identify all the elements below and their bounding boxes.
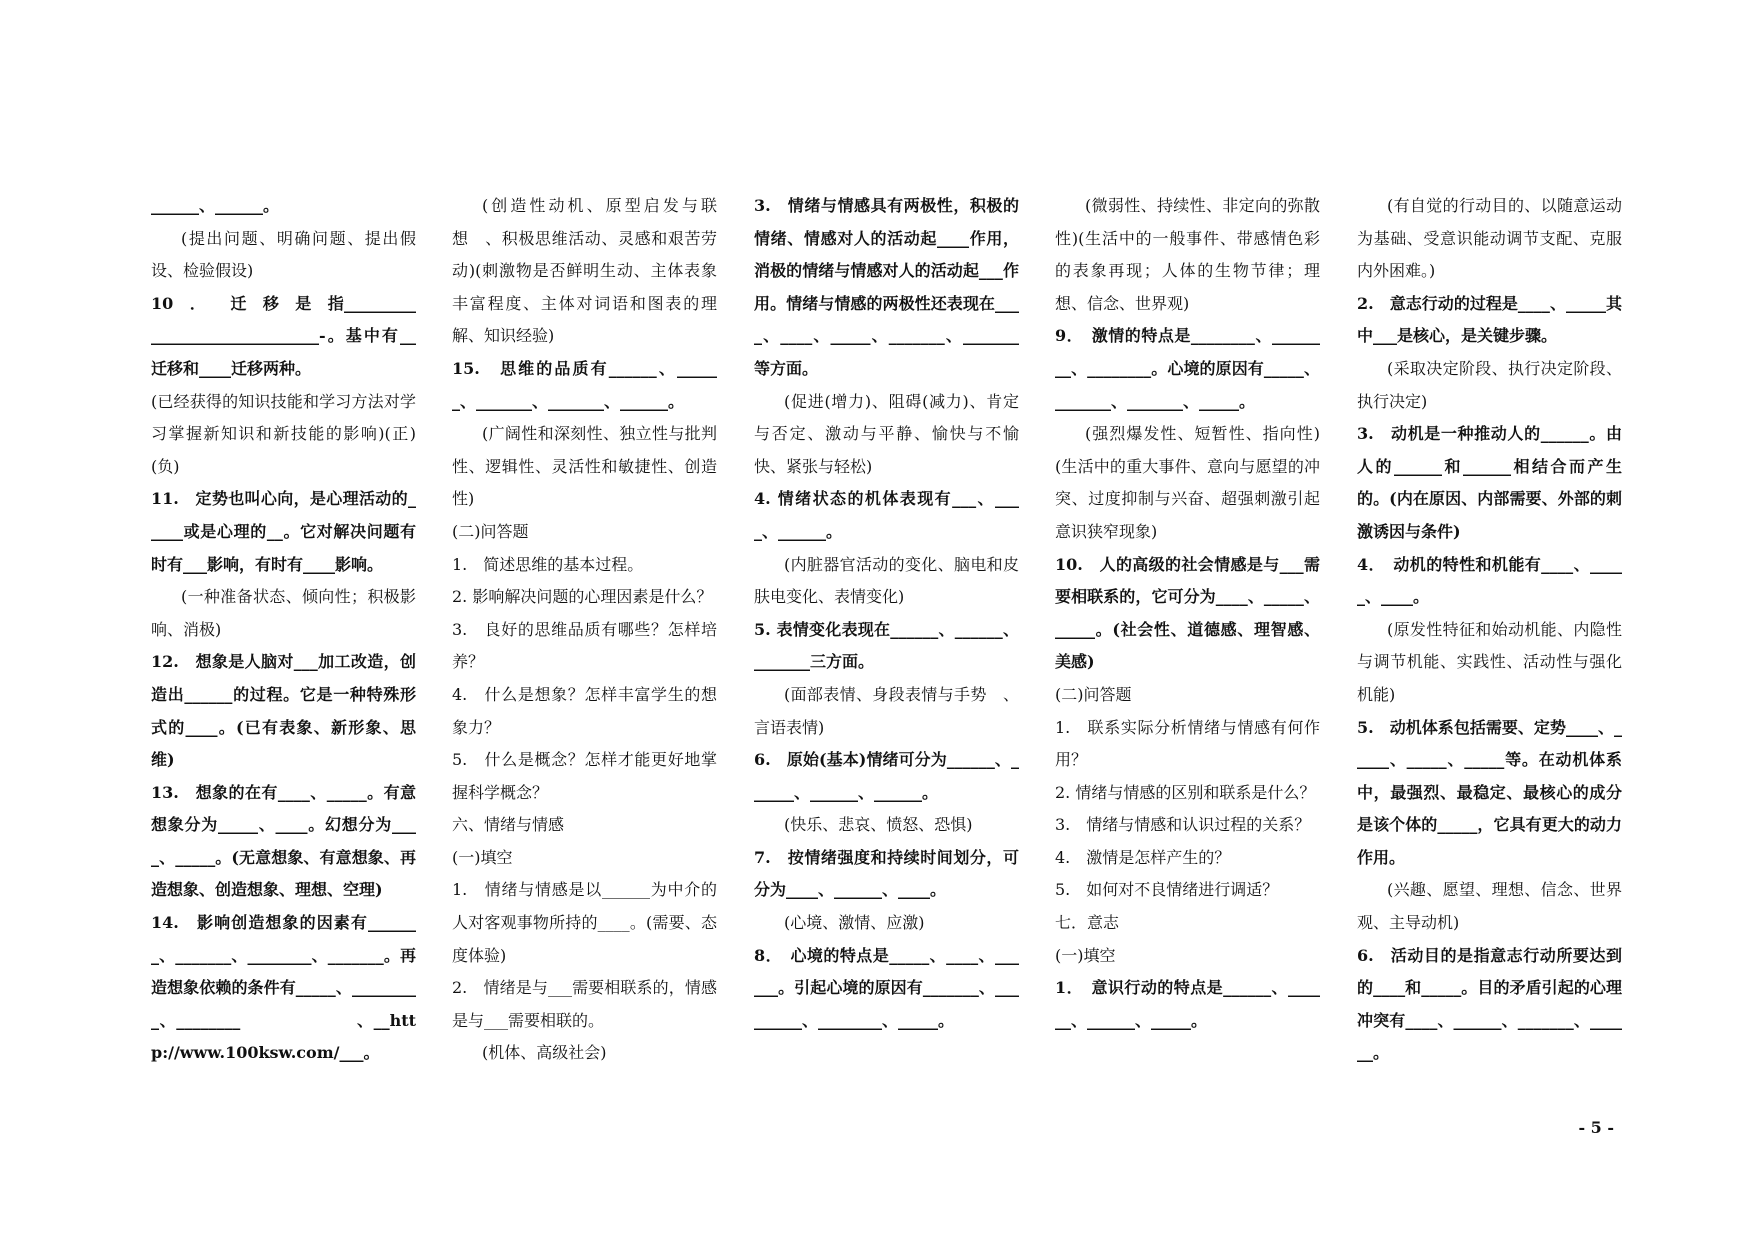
- paragraph: 10 ． 迁 移 是 指______________________________-。基中有__迁移和____迁移两种。: [151, 293, 416, 378]
- paragraph: (一)填空: [1055, 945, 1116, 965]
- paragraph: (二)问答题: [1055, 684, 1132, 704]
- paragraph: 8． 心境的特点是_____、____、______。引起心境的原因有_______、_________、________、_____。: [754, 945, 1019, 1030]
- paragraph: 3. 情绪与情感具有两极性，积极的情绪、情感对人的活动起____作用，消极的情绪与情感对人的活动起___作用。情绪与情感的两极性还表现在____、____、_____、_______、_______等方面。: [754, 196, 1019, 378]
- paragraph: 5. 表情变化表现在______、______、_______三方面。: [754, 619, 1019, 672]
- paragraph: 1． 意识行动的特点是______、______、______、_____。: [1055, 978, 1320, 1030]
- paragraph: 15. 思维的品质有______、______、_______、_______、______。: [452, 358, 717, 411]
- text-column-1: [151, 190, 416, 1070]
- paragraph: 1. 简述思维的基本过程。: [452, 554, 644, 574]
- paragraph: ______、______。: [151, 196, 280, 215]
- paragraph: 3. 良好的思维品质有哪些？怎样培养？: [452, 619, 717, 672]
- paragraph: 六、情绪与情感: [452, 815, 565, 835]
- paragraph: 9． 激情的特点是________、________、________。心境的原因有_____、_______、_______、_____。: [1055, 326, 1320, 411]
- paragraph: 4． 动机的特性和机能有____、_____、____。: [1357, 554, 1622, 607]
- paragraph: 七．意志: [1055, 913, 1120, 933]
- paragraph: (已经获得的知识技能和学习方法对学习掌握新知识和新技能的影响)(正)(负): [151, 391, 416, 476]
- page-number: - 5 -: [1578, 1118, 1614, 1137]
- paragraph: (内脏器官活动的变化、脑电和皮肤电变化、表情变化): [754, 554, 1019, 607]
- paragraph: 2. 意志行动的过程是____、_____其中___是核心，是关键步骤。: [1357, 293, 1622, 346]
- paragraph: (原发性特征和始动机能、内隐性与调节机能、实践性、活动性与强化机能): [1357, 619, 1622, 704]
- paragraph: 5. 动机体系包括需要、定势____、_____、_____、_____等。在动机体系中，最强烈、最稳定、最核心的成分是该个体的_____，它具有更大的动力作用。: [1357, 717, 1622, 867]
- paragraph: 4. 激情是怎样产生的？: [1055, 847, 1231, 867]
- paragraph: (二)问答题: [452, 521, 529, 541]
- paragraph: (一种准备状态、倾向性；积极影响、消极): [151, 587, 416, 639]
- text-column-5: [1357, 190, 1622, 1070]
- paragraph: 12. 想象是人脑对___加工改造，创造出______的过程。它是一种特殊形式的____。(已有表象、新形象、思维): [151, 652, 416, 770]
- paragraph: (兴趣、愿望、理想、信念、世界观、主导动机): [1357, 880, 1622, 933]
- paragraph: 4. 什么是想象？怎样丰富学生的想象力？: [452, 684, 717, 737]
- paragraph: 1. 联系实际分析情绪与情感有何作用？: [1055, 717, 1320, 770]
- paragraph: (机体、高级社会): [482, 1043, 607, 1063]
- paragraph: 7. 按情绪强度和持续时间划分，可分为____、______、____。: [754, 847, 1019, 900]
- paragraph: 6. 活动目的是指意志行动所要达到的____和_____。目的矛盾引起的心理冲突有____、______、_______、______。: [1357, 945, 1622, 1063]
- paragraph: (广阔性和深刻性、独立性与批判性、逻辑性、灵活性和敏捷性、创造性): [452, 424, 717, 509]
- text-column-4: [1055, 190, 1320, 1037]
- text-column-2: [452, 190, 717, 1070]
- paragraph: 6. 原始(基本)情绪可分为______、______、______、______。: [754, 750, 1019, 802]
- paragraph: (面部表情、身段表情与手势 、言语表情): [754, 684, 1019, 737]
- paragraph: 11. 定势也叫心向，是心理活动的_____或是心理的__。它对解决问题有时有___影响，有时有____影响。: [151, 489, 416, 574]
- paragraph: (提出问题、明确问题、提出假设、检验假设): [151, 228, 416, 281]
- paragraph: 14. 影响创造想象的因素有_______、_______、________、_______。再造想象依赖的条件有_____、_________、________ 、__http://www.100ksw.com/___。: [151, 913, 416, 1063]
- paragraph: (一)填空: [452, 847, 513, 867]
- paragraph: (微弱性、持续性、非定向的弥散性)(生活中的一般事件、带感情色彩的表象再现；人体的生物节律；理想、信念、世界观): [1055, 196, 1320, 313]
- paragraph: 3. 动机是一种推动人的______。由人的______和______相结合而产生的。(内在原因、内部需要、外部的刺激诱因与条件): [1357, 424, 1622, 541]
- paragraph: 10. 人的高级的社会情感是与___需要相联系的，它可分为____、_____、_____。(社会性、道德感、理智感、美感): [1055, 554, 1320, 672]
- paragraph: 5. 如何对不良情绪进行调适？: [1055, 880, 1279, 900]
- paragraph: (心境、激情、应激): [784, 913, 925, 933]
- paragraph: 2. 情绪与情感的区别和联系是什么？: [1055, 782, 1316, 802]
- paragraph: 2. 影响解决问题的心理因素是什么？: [452, 587, 713, 607]
- paragraph: 5. 什么是概念？怎样才能更好地掌握科学概念？: [452, 750, 717, 802]
- paragraph: (采取决定阶段、执行决定阶段、执行决定): [1357, 358, 1622, 411]
- paragraph: 1. 情绪与情感是以______为中介的人对客观事物所持的____。(需要、态度体验): [452, 880, 717, 965]
- paragraph: 2. 情绪是与___需要相联系的，情感是与___需要相联的。: [452, 978, 717, 1030]
- paragraph: (促进(增力)、阻碍(减力)、肯定与否定、激动与平静、愉快与不愉快、紧张与轻松): [754, 391, 1019, 476]
- paragraph: 3. 情绪与情感和认识过程的关系？: [1055, 815, 1311, 835]
- text-column-3: [754, 190, 1019, 1037]
- paragraph: (强烈爆发性、短暂性、指向性)(生活中的重大事件、意向与愿望的冲突、过度抑制与兴奋、超强刺激引起意识狭窄现象): [1055, 424, 1320, 541]
- paragraph: (有自觉的行动目的、以随意运动为基础、受意识能动调节支配、克服内外困难。): [1357, 196, 1622, 281]
- paragraph: (创造性动机、原型启发与联想 、积极思维活动、灵感和艰苦劳动)(刺激物是否鲜明生动、主体表象丰富程度、主体对词语和图表的理解、知识经验): [452, 196, 717, 346]
- paragraph: (快乐、悲哀、愤怒、恐惧): [784, 815, 973, 835]
- paragraph: 4. 情绪状态的机体表现有___、____、______。: [754, 489, 1019, 541]
- paragraph: 13. 想象的在有____、_____。有意想象分为_____、____。幻想分为____、_____。(无意想象、有意想象、再造想象、创造想象、理想、空理): [151, 782, 416, 900]
